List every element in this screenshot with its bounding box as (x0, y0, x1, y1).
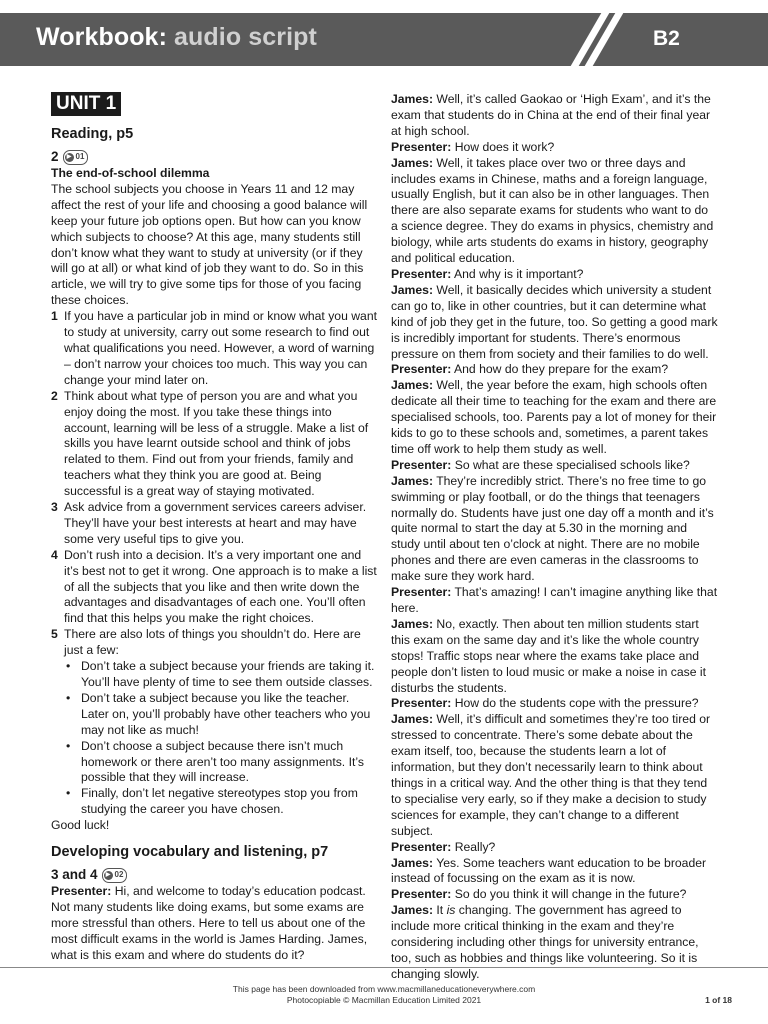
bullet-item: • Finally, don’t let negative stereotypes stop you from studying the career you have chosen. (66, 786, 358, 817)
footer-copyright: Photocopiable © Macmillan Education Limited 2021 (286, 995, 482, 1005)
dialogue-line: Presenter: How do the students cope with the pressure? (391, 696, 699, 711)
audio-track-number: 02 (114, 870, 124, 880)
audio-track-icon: ▶ 02 (102, 868, 128, 883)
article-title: The end-of-school dilemma (51, 166, 210, 180)
page-header (0, 13, 768, 66)
audio-track-icon: ▶ 01 (63, 150, 89, 165)
dialogue-line: Presenter: That’s amazing! I can’t imagine anything like that here. (391, 585, 718, 615)
footer (0, 984, 768, 1006)
good-luck: Good luck! (51, 818, 110, 833)
list-item: 2 Think about what type of person you are and what you enjoy doing the most. If you take these things into account, learning will be less of a struggle. Make a list of skills you have learnt outside school and think of jobs related to them. Find out from your friends, family and teachers what they think you are good at. Being successful is a great way of staying motivated. (51, 388, 369, 499)
bullet-item: • Don’t choose a subject because there isn’t much homework or there aren’t too many assignments. It’s possible that they will increase. (66, 738, 364, 785)
dialogue-line: Presenter: So what are these specialised schools like? (391, 457, 690, 472)
dialogue-line: James: It is changing. The government has agreed to include more critical thinking in the exam and they’re considering including other things for university entrance, too, such as hobbies and things like volunteering. So it is changing slowly. (391, 903, 699, 981)
footer-download-note: This page has been downloaded from www.macmillaneducationeverywhere.com (232, 984, 536, 994)
header-title-main: Workbook: (36, 23, 167, 51)
dialogue-line: Presenter: So do you think it will change in the future? (391, 887, 687, 902)
dialogue-line: James: No, exactly. Then about ten million students start this exam on the same day and it’s like the whole country stops! Traffic stops near where the exams take place and people don’t listen to loud music or make a noise in case it disturbs the students. (391, 616, 707, 695)
footer-divider (0, 967, 768, 968)
article-intro: The school subjects you choose in Years 11 and 12 may affect the rest of your life and choosing a good balance will keep your future job options open. But how can you know which subjects to choose? At this age, many students still don’t know what they want to study at university (or if they will go at all) or what kind of job they want to do. So in this article, we will try to give some tips for those of you facing these choices. (51, 181, 368, 308)
page-number: 1 of 18 (705, 995, 732, 1005)
right-column (391, 92, 718, 983)
dialogue-line: James: Well, the year before the exam, high schools often dedicate all their time to teaching for the exam and there are specialised schools, too. Parents pay a lot of money for their kids to go to these schools and, sometimes, a parent takes time off work to help them study as well. (391, 378, 717, 456)
exercise-number-text: 2 (51, 149, 59, 164)
left-column (51, 92, 378, 964)
dialogue-line: James: Well, it basically decides which university a student can go to, like in other countries, but it can determine what kind of job they get in the future, too. So getting a good mark is incredibly important for students. There’s enormous pressure on them from society and their families to do well. (391, 282, 718, 361)
exercise-number (51, 148, 378, 166)
dialogue-line: Presenter: Really? (391, 839, 496, 854)
dialogue-line: James: They’re incredibly strict. There’s no free time to go swimming or play football, or do the things that teenagers normally do. Students have just one day off a month and it’s quite normal to start the day at 5.30 in the morning and study until about ten o’clock at night. There are no mobile phones and there are even cameras in the classrooms to make sure they work hard. (391, 473, 714, 584)
dialogue-line: Presenter: How does it work? (391, 139, 555, 154)
level-badge: B2 (653, 27, 680, 50)
dialogue-line: James: Well, it’s difficult and sometimes they’re too tired or stressed to concentrate. There’s some debate about the exam itself, too, because the students learn a lot of information, but they don’t necessarily learn to think about things in a critical way. And the other thing is that they tend to specialise very early, so if they make a decision to study sciences for example, they can’t change to a different subject. (391, 712, 711, 838)
header-title (36, 23, 317, 52)
dialogue-line: Presenter: Hi, and welcome to today’s education podcast. Not many students like doing exams, but some exams are more stressful than others. Here to tell us about one of the most difficult exams in the world is James Harding. James, what is this exam and where do students do it? (51, 884, 368, 962)
list-item: 3 Ask advice from a government services careers adviser. They’ll have your best interests at heart and may have some very useful tips to give you. (51, 500, 367, 546)
header-title-sub: audio script (174, 23, 317, 51)
list-item: 1 If you have a particular job in mind or know what you want to study at university, carry out some research to find out what qualifications you need. However, a word of warning – don’t narrow your choices too much. This way you can change your mind later on. (51, 309, 377, 387)
list-item: 4 Don’t rush into a decision. It’s a very important one and it’s best not to get it wrong. One approach is to make a list of all the subjects that you like and then write down the advantages and disadvantages of each one. You’ll often find that this helps you make the right choices. (51, 547, 377, 626)
dialogue-line: James: Well, it’s called Gaokao or ‘High Exam’, and it’s the exam that students do in China at the end of their final year at high school. (391, 92, 711, 138)
audio-track-number: 01 (75, 152, 85, 161)
vocab-heading: Developing vocabulary and listening, p7 (51, 844, 329, 861)
reading-heading: Reading, p5 (51, 126, 134, 142)
dialogue-line: James: Yes. Some teachers want education to be broader instead of focussing on the exam as it is now. (391, 855, 707, 886)
bullet-item: • Don’t take a subject because you like the teacher. Later on, you’ll probably have other teachers who you may not like as much! (66, 690, 371, 737)
dialogue-line: Presenter: And how do they prepare for the exam? (391, 362, 669, 377)
dialogue-line: Presenter: And why is it important? (391, 266, 584, 281)
list-item: 5 There are also lots of things you shouldn’t do. Here are just a few: (51, 627, 361, 658)
exercise-number (51, 866, 378, 884)
exercise-number-text: 3 and 4 (51, 867, 98, 883)
unit-label: UNIT 1 (51, 92, 121, 116)
bullet-item: • Don’t take a subject because your friends are taking it. You’ll have plenty of time to see them outside classes. (66, 659, 375, 689)
dialogue-line: James: Well, it takes place over two or three days and includes exams in Chinese, maths and a foreign language, usually English, but it can also be in other languages. Then there are also separate exams for students who want to do a science degree. They do exams in physics, chemistry and biology, while arts students do exams in history, geography and political education. (391, 155, 714, 266)
